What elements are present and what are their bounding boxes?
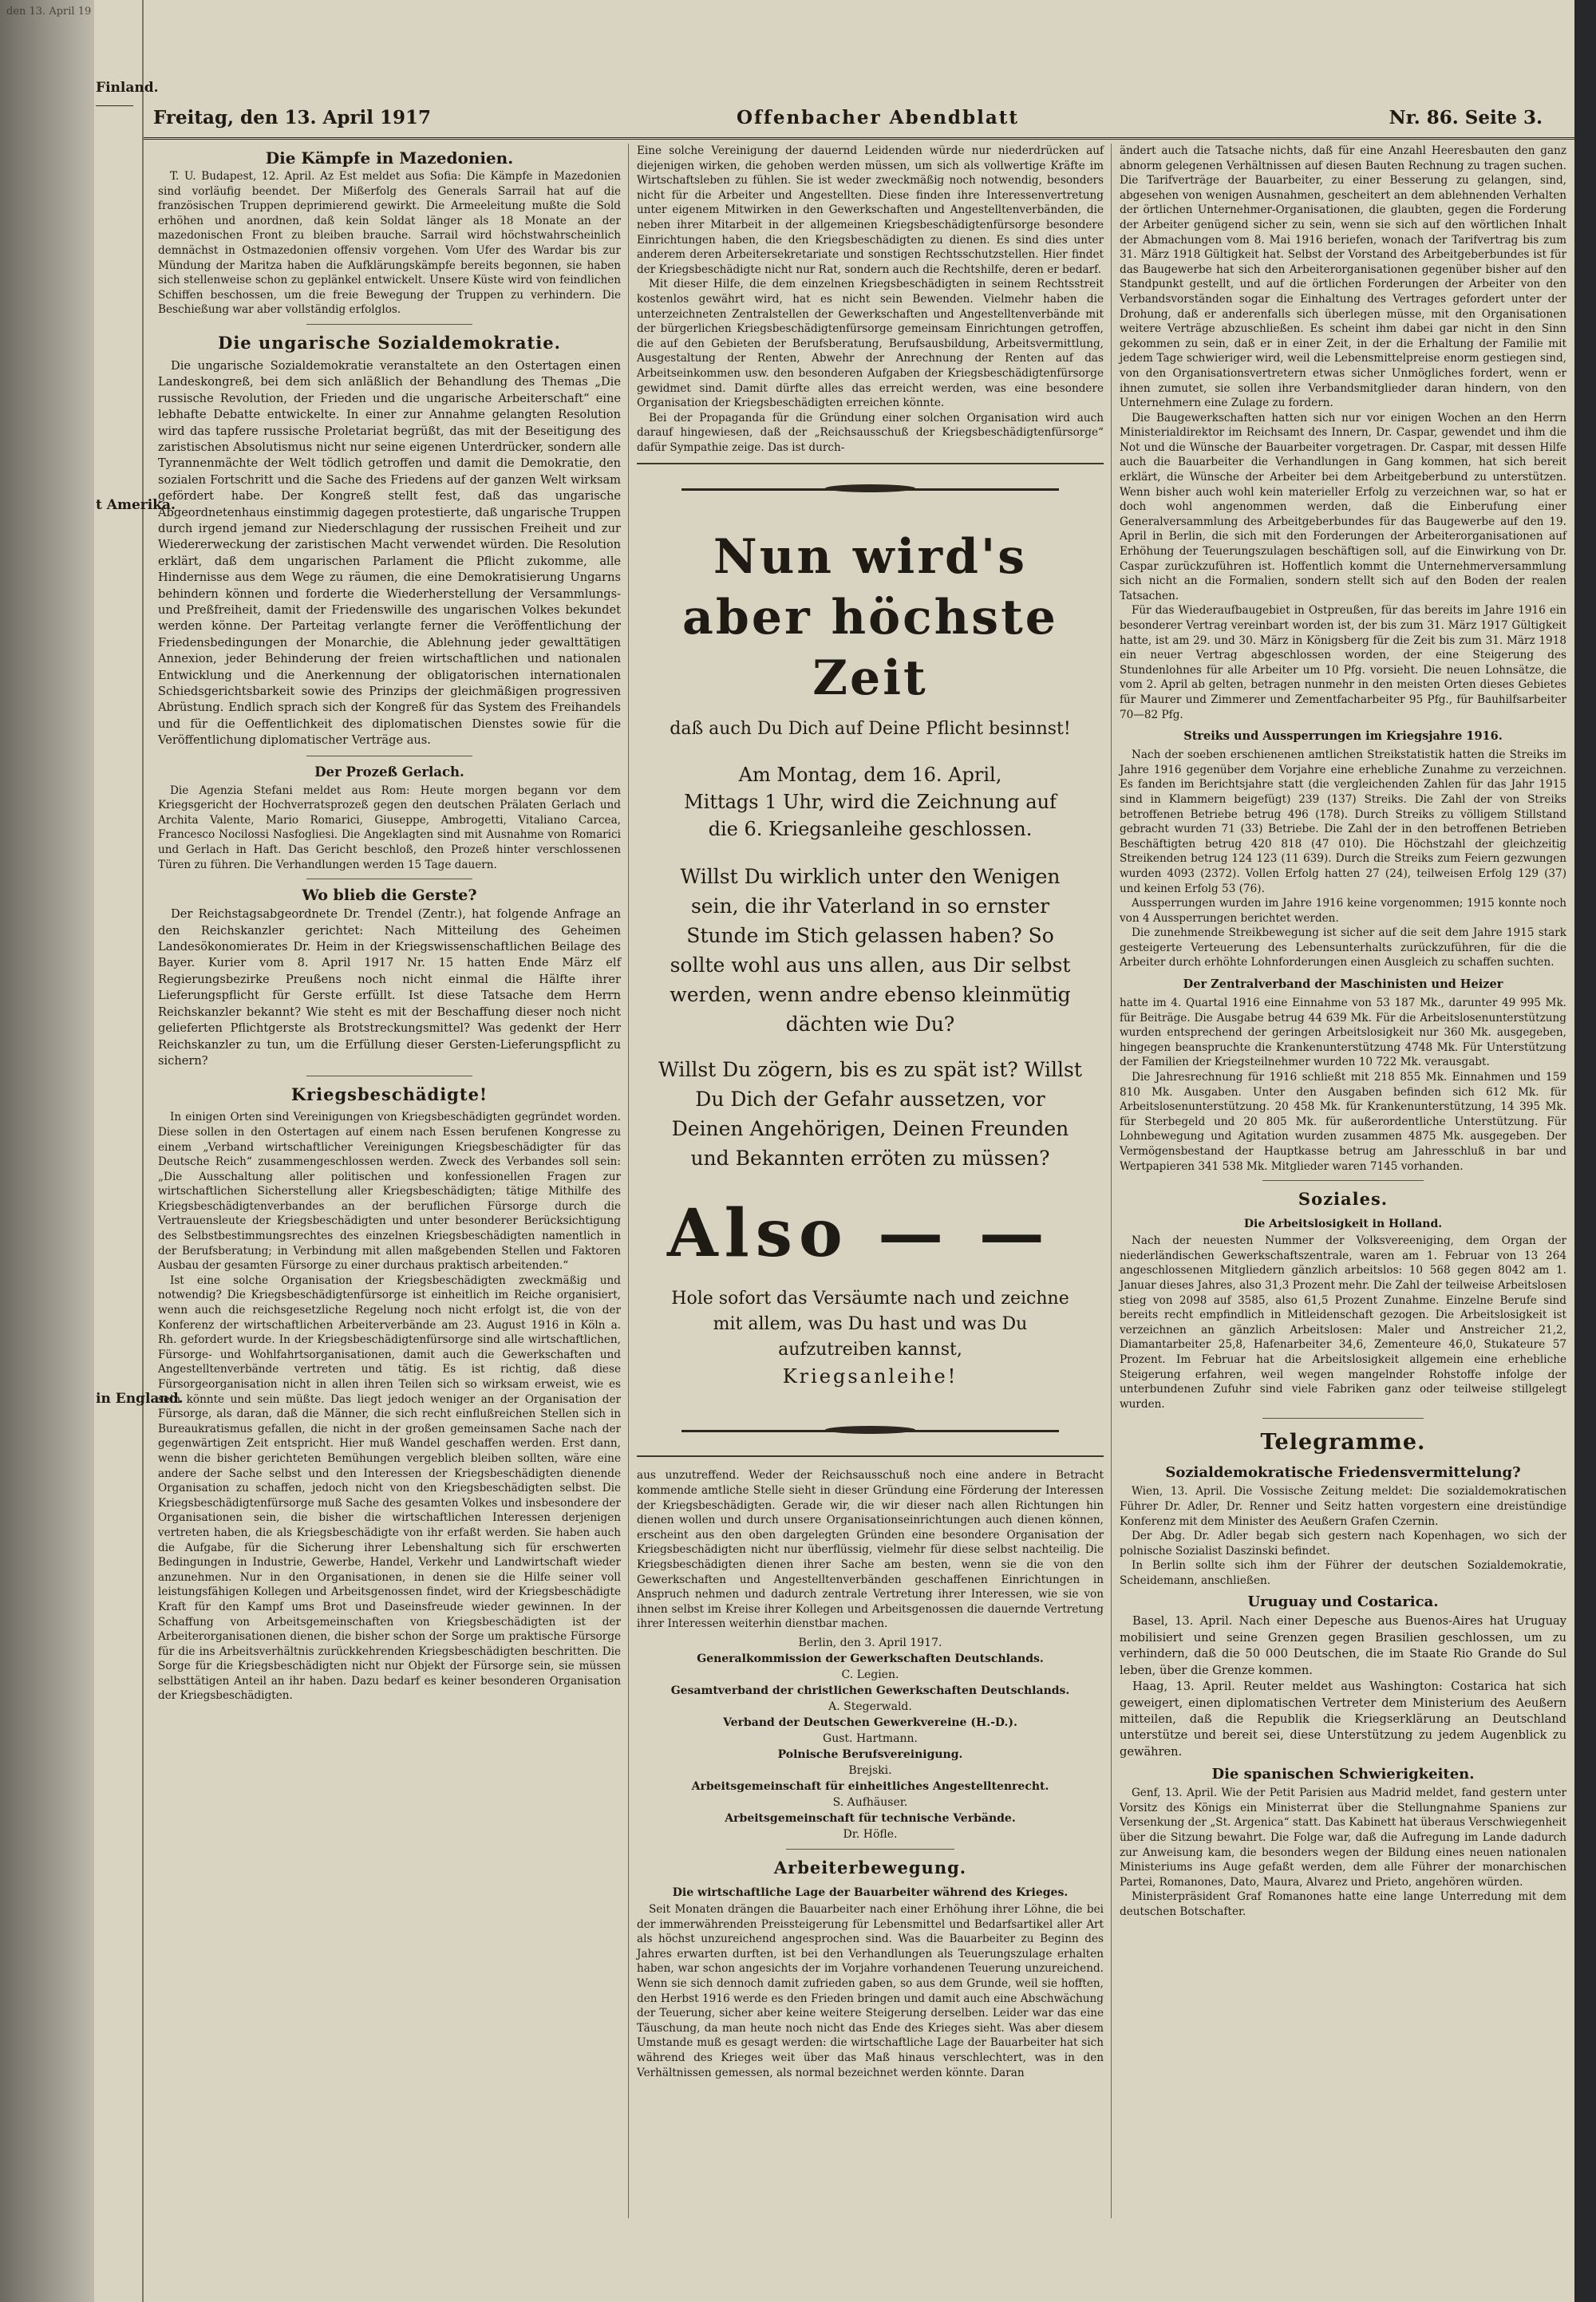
article-body: Genf, 13. April. Wie der Petit Parisien aus Madrid meldet, fand gestern unter Vorsitz des Königs ein Ministerrat über die Stellungnahme Spaniens zur Versenkung der „St. Argenica“ statt. Das Kabinett hat überaus Verschwiegenheit über die Sitzung bewahrt. Die Folge war, daß die Aufregung im Lande dadurch zur Anweisung kam, die besonders wegen der Bildung eines neuen nationalen Ministeriums ins Auge gefaßt werden, dem alle Führer der monarchischen Partei, Romanones, Dato, Maura, Alvarez und Prieto, angehören würden. [1120, 1787, 1566, 1889]
ad-headline: aber höchste Zeit [682, 590, 1058, 707]
ad-headline: Nun wird's [713, 529, 1028, 586]
masthead [144, 102, 1574, 140]
article-body: Nach der neuesten Nummer der Volksvereeniging, dem Organ der niederländischen Gewerkschaftszentrale, waren am 1. Februar von 13 264 angeschlossenen Mitgliedern gänzlich arbeitslos: 10 568 gegen 8042 am 1. Januar dieses Jahres, also 31,3 Prozent mehr. Die Zahl der teilweise Arbeitslosen stieg von 2098 auf 3585, also 61,5 Prozent Zunahme. Einzelne Berufe sind bereits recht empfindlich in Mitleidenschaft gezogen. Die Arbeitslosigkeit ist verzeichnen an gänzlich Arbeitslosen: Maler und Anstreicher 21,2, Diamantarbeiter 25,8, Hafenarbeiter 34,6, Zementeure 46,0, Stukateure 57 Prozent. Im Februar hat die Arbeitslosigkeit allgemein eine erhebliche Steigerung erfahren, weil wegen mangelnder Rohstoffe infolge der unterbundenen Zufuhr sind viele Fabriken ganz oder teilweise stillgelegt wurden. [1120, 1234, 1566, 1411]
article-subtitle: Die spanischen Schwierigkeiten. [1211, 1766, 1475, 1783]
article-title: Der Prozeß Gerlach. [314, 764, 464, 780]
signer: Brejski. [848, 1764, 892, 1777]
signer: S. Aufhäuser. [832, 1796, 908, 1809]
ad-text: Willst Du wirklich unter den Wenigen sein, die ihr Vaterland in so ernster Stunde im Stich gelassen haben? So sollte wohl aus uns allen, aus Dir selbst werden, wenn andre ebenso kleinmütig dächten wie Du? [670, 865, 1071, 1036]
article-body: Die Agenzia Stefani meldet aus Rom: Heute morgen begann vor dem Kriegsgericht der Hochverratsprozeß gegen den deutschen Prälaten Gerlach und Archita Valente, Mario Romarici, Giuseppe, Ambrogetti, Vitaliano Carcea, Francesco Nocilossi Nasfogliesi. Die Angeklagten sind mit Ausnahme von Romarici und Gerlach in Haft. Das Gericht beschloß, den Prozeß hinter verschlossenen Türen zu führen. Die Verhandlungen werden 15 Tage dauern. [158, 784, 621, 871]
war-loan-advertisement [637, 463, 1104, 1457]
article-body: Die ungarische Sozialdemokratie veranstaltete an den Ostertagen einen Landeskongreß, bei dem sich anläßlich der Behandlung des Themas „Die russische Revolution, der Frieden und die ungarische Arbeiterschaft“ eine lebhafte Debatte entwickelte. In einer zur Annahme gelangten Resolution wird das tapfere russische Proletariat begrüßt, das mit der Beseitigung des zaristischen Absolutismus nicht nur seine eigenen Unterdrücker, sondern alle Tyrannenmächte der Welt tödlich getroffen und damit die Demokratie, den sozialen Fortschritt und die Sache des Friedens auf der ganzen Welt wirksam gefördert habe. Der Kongreß stellt fest, daß das ungarische Abgeordnetenhaus einstimmig dagegen protestierte, daß ungarische Truppen durch irgend jemand zur Niederschlagung der russischen Freiheit und zur Wiedererweckung der zaristischen Macht verwendet würden. Die Resolution erklärt, daß dem ungarischen Parlament die Pflicht zukomme, alle Hindernisse aus dem Wege zu räumen, die eine Demokratisierung Ungarns behindern können und forderte die Wiederherstellung der Versammlungs- und Preßfreiheit, damit der Friedenswille des ungarischen Volkes bekundet werden könne. Der Parteitag verlangte ferner die Veröffentlichung der Friedensbedingungen der Monarchie, die Ablehnung jeder gewalttätigen Annexion, jeder Behinderung der freien wirtschaftlichen und nationalen Entwicklung und die Anerkennung der obligatorischen internationalen Schiedsgerichtsbarkeit sowie des Prinzips der gleichmäßigen progressiven Abrüstung. Endlich sprach sich der Kongreß für das System des Freihandels und für die Oeffentlichkeit des diplomatischen Dienstes sowie für die Veröffentlichung diplomatischer Verträge aus. [158, 358, 621, 748]
article-body: Bei der Propaganda für die Gründung einer solchen Organisation wird auch darauf hingewiesen, daß der „Reichsausschuß der Kriegsbeschädigtenfürsorge“ dafür Sympathie zeige. Das ist durch- [637, 411, 1104, 454]
ad-text: Mittags 1 Uhr, wird die Zeichnung auf [684, 791, 1057, 814]
article-body: Mit dieser Hilfe, die dem einzelnen Kriegsbeschädigten in seinem Rechtsstreit kostenlos gewährt wird, hat es nicht sein Bewenden. Vielmehr haben die unterzeichneten Zentralstellen der Gewerkschaften und Angestelltenverbände mit der bürgerlichen Kriegsbeschädigtenfürsorge gemeinsam Einrichtungen getroffen, die auf den Gebieten der Berufsberatung, Berufsausbildung, Arbeitsvermittlung, Ausgestaltung der Renten, Abwehr der Anrechnung der Renten auf das Arbeitseinkommen usw. den besonderen Aufgaben der Kriegsbeschädigtenfürsorge gewidmet sind. Damit dürfte alles das erreicht werden, was eine besondere Organisation der Kriegsbeschädigten erreichen könnte. [637, 278, 1104, 410]
signer: Arbeitsgemeinschaft für technische Verbände. [725, 1812, 1016, 1825]
article-subtitle: Die wirtschaftliche Lage der Bauarbeiter während des Krieges. [672, 1886, 1069, 1899]
article-title: Kriegsbeschädigte! [290, 1084, 488, 1105]
ornament-divider [681, 480, 1059, 498]
ad-text: daß auch Du Dich auf Deine Pflicht besinnst! [670, 719, 1071, 740]
article-body: Ist eine solche Organisation der Kriegsbeschädigten zweckmäßig und notwendig? Die Kriegsbeschädigtenfürsorge ist einheitlich im Reiche organisiert, wenn auch die reichsgesetzliche Regelung noch nicht erfolgt ist, die von der Konferenz der wirtschaftlichen Arbeiterverbände am 23. August 1916 in Köln a. Rh. gefordert wurde. In der Kriegsbeschädigtenfürsorge sind alle wirtschaftlichen, Fürsorge- und Wohlfahrtsorganisationen, damit auch die Gewerkschaften und Angestelltenverbände vertreten und tätig. Es ist richtig, daß diese Fürsorgeorganisation nicht in allen ihren Teilen sich so wirksam erweist, wie es sein könnte und sein müßte. Das liegt jedoch weniger an der Organisation der Fürsorge, als daran, daß die Männer, die sich recht einflußreichen Stellen sich in Bureaukratismus gefallen, die nicht in der großen gemeinsamen Sache nach der gegenwärtigen Zeit entspricht. Hier muß Wandel geschaffen werden. Erst dann, wenn die bisher gerichteten Bemühungen vergeblich bleiben sollten, wäre eine andere der Sache selbst und den Interessen der Kriegsbeschädigten dienende Organisation zu schaffen, jedoch nicht von den Kriegsbeschädigten selbst. Die Kriegsbeschädigtenfürsorge muß Sache des gesamten Volkes und insbesondere der Organisationen sein, die bisher die wirtschaftlichen Interessen derjenigen vertreten haben, die als Kriegsbeschädigte von ihr erfaßt werden. Sie haben auch die Aufgabe, für die Sicherung ihrer Lebenshaltung sich für erschwerten Bedingungen in Industrie, Gewerbe, Handel, Verkehr und Landwirtschaft wieder anzunehmen. Nur in den Organisationen, in denen sie die Hilfe seiner voll leistungsfähigen Kollegen und Arbeitsgenossen findet, wird der Kriegsbeschädigte Kraft für den Kampf ums Brot und Daseinsfreude wieder gewinnen. In der Schaffung von Arbeitsgemeinschaften von Kriegsbeschädigten ist der Arbeiterorganisationen dienen, die bisher schon der Sorge um praktische Fürsorge für die ins Arbeitsverhältnis zurückkehrenden Kriegsbeschädigten beschritten. Die Sorge für die Kriegsbeschädigten nicht nur Objekt der Fürsorge sein, sie müssen selbsttätigen Anteil an ihr haben. Dazu bedarf es keiner besonderen Organisation der Kriegsbeschädigten. [158, 1273, 621, 1703]
ad-also: Also — — [667, 1195, 1051, 1273]
article-body: Die Baugewerkschaften hatten sich nur vor einigen Wochen an den Herrn Ministerialdirektor im Reichsamt des Innern, Dr. Caspar, gewendet und ihm die Not und die Wünsche der Bauarbeiter vorgetragen. Dr. Caspar, mit dessen Hilfe auch die Bauarbeiter die Verhandlungen in Gang kommen, hat sich bereit erklärt, die Wünsche der Arbeiter bei dem Arbeitgeberbund zu unterstützen. Wenn bisher auch wohl kein materieller Erfolg zu verzeichnen war, so hat er doch wohl angenommen werden, daß die Einberufung einer Generalversammlung des Arbeitgeberbundes für das Baugewerbe auf den 19. April in Berlin, die sich mit den Forderungen der Arbeiterorganisationen auf Erhöhung der Teuerungszulagen beschäftigen soll, auf die Einwirkung von Dr. Caspar zurückzuführen ist. Hoffentlich kommt die Unternehmerversammlung sich nicht an die Formalien, sondern stellt sich auf den Boden der realen Tatsachen. [1120, 411, 1566, 602]
article-title: Die ungarische Sozialdemokratie. [218, 332, 561, 353]
article-subtitle: Uruguay und Costarica. [1247, 1593, 1439, 1611]
article-body: Die zunehmende Streikbewegung ist sicher auf die seit dem Jahre 1915 stark gesteigerte Verteuerung des Lebensunterhalts zurückzuführen, für die die Arbeiter durch erhöhte Lohnforderungen einen Ausgleich zu schaffen suchten. [1120, 926, 1566, 969]
dateline: Berlin, den 3. April 1917. [798, 1637, 942, 1649]
article-body: Aussperrungen wurden im Jahre 1916 keine vorgenommen; 1915 konnte noch von 4 Aussperrungen berichtet werden. [1120, 897, 1566, 925]
article-body: Nach der soeben erschienenen amtlichen Streikstatistik hatten die Streiks im Jahre 1916 gegenüber dem Vorjahre eine erhebliche Zunahme zu verzeichnen. Es fanden im Berichtsjahre statt (die vergleichenden Zahlen für das Jahr 1915 sind in Klammern beigefügt) 239 (137) Streiks. Die Zahl der von Streiks betroffenen Betriebe betrug 496 (178). Durch Streiks zu völligem Stillstand gebracht wurden 71 (33) Betriebe. Die Zahl der in den betroffenen Betrieben Beschäftigten betrug 420 818 (47 010). Die Höchstzahl der gleichzeitig Streikenden betrug 124 123 (11 639). Durch die Streiks zum Feiern gezwungen wurden 4093 (2372). Vollen Erfolg hatten 27 (24), teilweisen Erfolg 129 (37) und keinen Erfolg 53 (76). [1120, 748, 1566, 895]
article-body: Die Jahresrechnung für 1916 schließt mit 218 855 Mk. Einnahmen und 159 810 Mk. Ausgaben. Unter den Ausgaben befinden sich 612 Mk. für Arbeitslosenunterstützung. 20 458 Mk. für Krankenunterstützung, 14 395 Mk. für Sterbegeld und 20 805 Mk. für außerordentliche Unterstützung. Für Lohnbewegung und Agitation wurden zusammen 4875 Mk. ausgegeben. Der Vermögensbestand der Hauptkasse betrug am Jahresschluß in bar und Wertpapieren 341 538 Mk. Mitglieder waren 7145 vorhanden. [1120, 1071, 1566, 1173]
article-title: Arbeiterbewegung. [773, 1858, 967, 1878]
ad-text: die 6. Kriegsanleihe geschlossen. [708, 818, 1033, 841]
divider [786, 1849, 954, 1850]
article-body: hatte im 4. Quartal 1916 eine Einnahme von 53 187 Mk., darunter 49 995 Mk. für Beiträge. Die Ausgabe betrug 44 639 Mk. Für die Arbeitslosenunterstützung wurden entsprechend der geringen Arbeitslosigkeit nur 360 Mk. ausgegeben, hingegen beanspruchte die Krankenunterstützung 4748 Mk. Für Unterstützung der Familien der Kriegsteilnehmer wurden 10 722 Mk. verausgabt. [1120, 997, 1566, 1069]
column-1 [158, 144, 621, 2218]
signer: C. Legien. [841, 1668, 899, 1681]
paper-name: Offenbacher Abendblatt [737, 107, 1019, 128]
ornament-divider [681, 1422, 1059, 1439]
article-title: Streiks und Aussperrungen im Kriegsjahre 1916. [1183, 729, 1503, 744]
divider [1262, 1180, 1424, 1181]
article-title: Die Kämpfe in Mazedonien. [265, 148, 514, 168]
ad-text: Hole sofort das Versäumte nach und zeichne mit allem, was Du hast und was Du aufzutreiben kannst, [671, 1289, 1069, 1360]
signer: A. Stegerwald. [828, 1700, 912, 1713]
article-body: In Berlin sollte sich ihm der Führer der deutschen Sozialdemokratie, Scheidemann, anschließen. [1120, 1559, 1566, 1587]
ad-text: Willst Du zögern, bis es zu spät ist? Willst Du Dich der Gefahr aussetzen, vor Deinen Angehörigen, Deinen Freunden und Bekannten erröten zu müssen? [658, 1058, 1082, 1171]
article-body: T. U. Budapest, 12. April. Az Est meldet aus Sofia: Die Kämpfe in Mazedonien sind vorläufig beendet. Der Mißerfolg des Generals Sarrail hat auf die französischen Truppen deprimierend gewirkt. Die Armeeleitung mußte die Sold erhöhen und anordnen, daß kein Soldat länger als 18 Monate an der mazedonischen Front zu bleiben brauche. Sarrail wird höchstwahrscheinlich demnächst in Ostmazedonien offensiv vorgehen. Vom Ufer des Wardar bis zur Mündung der Maritza haben die Aufklärungskämpfe bereits begonnen, sie haben sich stellenweise schon zu geplänkel entwickelt. Unsere Küste wird von feindlichen Schiffen beschossen, um die freie Bewegung der Truppen zu verhindern. Die Beschießung war aber vollständig erfolglos. [158, 170, 621, 317]
article-body: Basel, 13. April. Nach einer Depesche aus Buenos-Aires hat Uruguay mobilisiert und seine Grenzen gegen Brasilien geschlossen, um zu verhindern, daß die 50 000 Deutschen, die im Staate Rio Grande do Sul leben, über die Grenze kommen. [1120, 1614, 1566, 1677]
column-3 [1120, 144, 1566, 2218]
binding-edge [1574, 0, 1596, 2302]
article-body: Für das Wiederaufbaugebiet in Ostpreußen, für das bereits im Jahre 1916 ein besonderer Vertrag vereinbart worden ist, der bis zum 31. März 1917 Gültigkeit hatte, ist am 29. und 30. März in Königsberg für die Zeit bis zum 31. März 1918 ein neuer Vertrag abgeschlossen worden, der eine Steigerung des Stundenlohnes für alle Arbeiter um 10 Pfg. vorsieht. Die neuen Lohnsätze, die vom 2. April ab gelten, betragen nunmehr in den meisten Orten dieses Gebietes für Maurer und Zimmerer und Zementfacharbeiter 95 Pfg., für Bauhilfsarbeiter 70—82 Pfg. [1120, 604, 1566, 721]
article-title: Der Zentralverband der Maschinisten und Heizer [1183, 977, 1503, 992]
signer: Gust. Hartmann. [823, 1732, 918, 1745]
previous-page-fragment: Finland. ────── t Amerika. in England. [94, 0, 144, 2302]
issue-date: Freitag, den 13. April 1917 [153, 107, 432, 128]
article-body: Wien, 13. April. Die Vossische Zeitung meldet: Die sozialdemokratischen Führer Dr. Adler, Dr. Renner und Seitz hatten vorgestern eine dreistündige Konferenz mit dem Minister des Aeußern Grafen Czernin. [1120, 1485, 1566, 1528]
divider [1262, 1418, 1424, 1419]
issue-number: Nr. 86. Seite 3. [1389, 107, 1543, 128]
adjacent-page-header: den 13. April 19 [6, 6, 92, 18]
signer: Verband der Deutschen Gewerkvereine (H.-D.). [723, 1716, 1017, 1729]
section-title: Soziales. [1298, 1189, 1389, 1210]
fragment-heading-england: in England. [96, 1391, 184, 1407]
divider [306, 324, 473, 325]
article-body: Der Reichstagsabgeordnete Dr. Trendel (Zentr.), hat folgende Anfrage an den Reichskanzler gerichtet: Nach Mitteilung des Geheimen Landesökonomierates Dr. Heim in der Kriegswissenschaftlichen Beilage des Bayer. Kurier vom 8. April 1917 Nr. 15 hatten Ende März elf Regierungsbezirke Preußens noch nicht einmal die Hälfte ihrer Lieferungspflicht für Gerste erfüllt. Ist diese Tatsache dem Herrn Reichskanzler bekannt? Wie steht es mit der Beschaffung dieser noch nicht gelieferten Pflichtgerste als Brotstreckungsmittel? Was gedenkt der Herr Reichskanzler zu tun, um die Erfüllung dieser Gersten-Lieferungspflicht zu sichern? [158, 907, 621, 1068]
article-title: Wo blieb die Gerste? [302, 886, 477, 905]
article-body: In einigen Orten sind Vereinigungen von Kriegsbeschädigten gegründet worden. Diese sollen in den Ostertagen auf einem nach Essen berufenen Kongresse zu einem „Verband wirtschaftlicher Vereinigungen Kriegsbeschädigter für das Deutsche Reich“ zusammengeschlossen werden. Zweck des Verbandes soll sein: „Die Ausschaltung aller politischen und konfessionellen Fragen zur wirtschaftlichen Sicherstellung aller Kriegsbeschädigten; tätige Mithilfe des Kriegsbeschädigtenverbandes an der beruflichen Fürsorge durch die Vertrauensleute der Kriegsbeschädigten und unter besonderer Berücksichtigung des Selbstbestimmungsrechtes des einzelnen Kriegsbeschädigten namentlich in der Berufsberatung; in Verbindung mit allen maßgebenden Stellen und Faktoren Ausbau der gesamten Fürsorge zu einer durchaus praktisch arbeitenden.“ [158, 1111, 621, 1273]
article-body: aus unzutreffend. Weder der Reichsausschuß noch eine andere in Betracht kommende amtliche Stelle sieht in dieser Gründung eine Förderung der Interessen der Kriegsbeschädigten. Gerade wir, die wir dieser nach allen Richtungen hin dienen wollen und durch unsere Organisationseinrichtungen auch dienen können, erscheint aus den oben dargelegten Gründen eine besondere Organisation der Kriegsbeschädigten nicht nur überflüssig, vielmehr für diese selbst nachteilig. Die Kriegsbeschädigten dienen ihrer Sache am besten, wenn sie die von den Gewerkschaften und Angestelltenverbänden geschaffenen Einrichtungen in Anspruch nehmen und dadurch zentrale Vertretung ihrer Interessen, wie sie von ihnen selbst im Kreise ihrer Kollegen und Arbeitsgenossen die dauernde Vertretung ihrer Interessen weiterhin dienstbar machen. [637, 1469, 1104, 1631]
adjacent-page-edge [0, 0, 108, 2302]
section-title: Telegramme. [1260, 1430, 1426, 1455]
article-body: Haag, 13. April. Reuter meldet aus Washington: Costarica hat sich geweigert, einen diplomatischen Vertreter dem Ministerium des Aeußern mitteilen, daß die Republik die Kriegserklärung an Deutschland unterstütze und bereit sei, diese Unterstützung zu jedem Augenblick zu gewähren. [1120, 1680, 1566, 1759]
article-body: Der Abg. Dr. Adler begab sich gestern nach Kopenhagen, wo sich der polnische Sozialist Daszinski befindet. [1120, 1530, 1566, 1558]
fragment-heading-finland: Finland. [96, 80, 159, 96]
article-body: Seit Monaten drängen die Bauarbeiter nach einer Erhöhung ihrer Löhne, die bei der immerwährenden Preissteigerung für Lebensmittel und Bedarfsartikel aller Art als höchst unzureichend angesprochen sind. Was die Bauarbeiter zu Beginn des Jahres erwarten durften, ist bei den Verhandlungen als Teuerungszulage erhalten haben, war schon angesichts der im Vorjahre vorhandenen Teuerung unzureichend. Wenn sie sich dennoch damit zufrieden gaben, so aus dem Grunde, weil sie hofften, den Herbst 1916 werde es den Frieden bringen und damit auch eine Abschwächung der Teuerung, sicher aber keine weitere Steigerung derselben. Leider war das eine Täuschung, da man heute noch nicht das Ende des Krieges sieht. Was aber diesem Umstande muß es gesagt werden: die wirtschaftliche Lage der Bauarbeiter hat sich während des Krieges weit über das Maß hinaus verschlechtert, was in den Verhältnissen gemessen, als normal bezeichnet werden könnte. Daran [637, 1903, 1104, 2079]
fragment-heading-amerika: t Amerika. [96, 497, 176, 513]
newspaper-page [94, 0, 1574, 2302]
ad-text: Kriegsanleihe! [782, 1365, 958, 1388]
article-body: Eine solche Vereinigung der dauernd Leidenden würde nur niederdrücken auf diejenigen wirken, die gehoben werden müssen, um sich als vollwertige Kräfte im Wirtschaftsleben zu fühlen. Sie ist weder zweckmäßig noch notwendig, besonders nicht für die Arbeiter und Angestellten. Diese finden ihre Interessenvertretung unter eigenem Mitwirken in den Gewerkschaften und Angestelltenverbänden, die neben ihrer Mitarbeit in der allgemeinen Kriegsbeschädigtenfürsorge besondere Einrichtungen haben, die den Kriegsbeschädigten zu dienen. Es sind dies unter anderem deren Arbeitersekretariate und sonstigen Rechtsschutzstellen. Hier findet der Kriegsbeschädigte nicht nur Rat, sondern auch die Rechtshilfe, deren er bedarf. [637, 144, 1104, 276]
column-2 [637, 144, 1104, 2218]
signer: Polnische Berufsvereinigung. [777, 1748, 963, 1761]
signer: Gesamtverband der christlichen Gewerkschaften Deutschlands. [670, 1684, 1070, 1697]
article-subtitle: Die Arbeitslosigkeit in Holland. [1243, 1218, 1443, 1231]
ad-text: Am Montag, dem 16. April, [738, 764, 1002, 787]
article-body: Ministerpräsident Graf Romanones hatte eine lange Unterredung mit dem deutschen Botschafter. [1120, 1890, 1566, 1918]
signer: Generalkommission der Gewerkschaften Deutschlands. [697, 1652, 1044, 1665]
article-subtitle: Sozialdemokratische Friedensvermittelung? [1165, 1464, 1521, 1482]
signer: Arbeitsgemeinschaft für einheitliches Angestelltenrecht. [691, 1780, 1049, 1793]
article-body: ändert auch die Tatsache nichts, daß für eine Anzahl Heeresbauten den ganz abnorm gelegenen Verhältnissen auf diesen Bauten Rechnung zu tragen suchen. Die Tarifverträge der Bauarbeiter, zu einer Besserung zu gelangen, sind, abgesehen von wenigen Ausnahmen, gescheitert an dem ablehnenden Verhalten der örtlichen Unternehmer-Organisationen, die glaubten, gegen die Forderung der Arbeiter genügend sicher zu sein, wenn sie sich auf den wörtlichen Inhalt der Abmachungen vom 8. Mai 1916 beriefen, wonach der Tarifvertrag bis zum 31. März 1918 Gültigkeit hat. Selbst der Vorstand des Arbeitgeberbundes ist für das Baugewerbe hat sich den Arbeiterorganisationen gegenüber bisher auf den Standpunkt gestellt, und auf die örtlichen Forderungen der Arbeiter von den Verbandsvorständen sogar die Einhaltung des Vertrages gefordert unter der Drohung, daß er anderenfalls sich überlegen müsse, mit den Organisationen weitere Verträge abzuschließen. Es scheint ihm dabei gar nicht in den Sinn gekommen zu sein, daß er in einer Zeit, in der die Erhaltung der Familie mit jedem Tage schwieriger wird, weil die Lebensmittelpreise enorm gestiegen sind, von den Organisationsvertretern etwas sicher Unmögliches fordert, wenn er ihnen zumutet, sie sollen ihre Verbandsmitglieder daran hindern, von den Unternehmern eine Zulage zu fordern. [1120, 144, 1566, 410]
signer: Dr. Höfle. [843, 1828, 898, 1841]
